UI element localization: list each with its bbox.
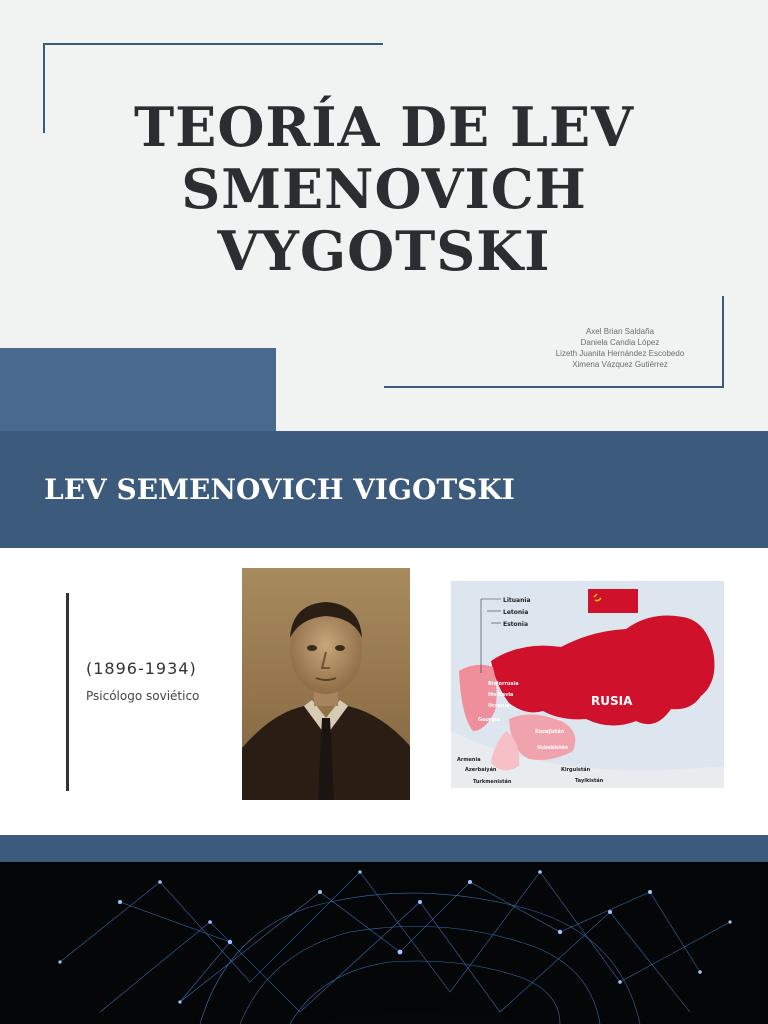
author-name: Axel Brian Saldaña [585, 327, 655, 336]
frame-corner-bottom-right [384, 386, 724, 388]
slide-heading: LEV SEMENOVICH VIGOTSKI [44, 473, 515, 506]
title-slide [0, 0, 768, 431]
accent-vertical-line [66, 593, 69, 791]
presentation-title [100, 96, 668, 282]
brain-network-image [0, 862, 768, 1024]
author-list [520, 326, 720, 370]
label-lituania: Lituania [503, 597, 531, 604]
slide-header-band [0, 431, 768, 548]
label-turkmenistan: Turkmenistán [473, 779, 512, 785]
life-years: (1896-1934) [86, 659, 197, 678]
label-letonia: Letonia [503, 609, 529, 616]
label-bielorrusia: Bielorrusia [488, 681, 519, 687]
label-tayikistan: Tayikistán [575, 778, 604, 784]
slide-header-band-3 [0, 835, 768, 862]
author-name: Ximena Vázquez Gutiérrez [572, 360, 668, 369]
map-illustration [451, 581, 724, 788]
label-ucrania: Ucrania [488, 703, 510, 709]
label-uzbekistan: Uzbekistán [537, 745, 569, 751]
title-line-3: VYGOTSKI [217, 219, 551, 283]
frame-corner-bottom-right-vertical [722, 296, 724, 388]
portrait-illustration [242, 568, 410, 800]
soviet-union-map [451, 581, 724, 788]
label-kazajistan: Kazajistán [535, 729, 565, 735]
label-armenia: Armenia [457, 757, 481, 763]
frame-corner-top-left [43, 43, 383, 45]
author-name: Daniela Candia López [580, 338, 660, 347]
author-name: Lizeth Juanita Hernández Escobedo [555, 349, 685, 358]
label-moldavia: Moldavia [488, 692, 514, 698]
decorative-blue-block [0, 348, 276, 431]
biography-slide [0, 431, 768, 835]
profession-label: Psicólogo soviético [86, 689, 200, 703]
label-azerbaiyan: Azerbaiyán [465, 767, 497, 773]
vygotsky-portrait-photo [242, 568, 410, 800]
brain-illustration [0, 862, 768, 1024]
label-estonia: Estonia [503, 621, 529, 628]
frame-corner-top-left-vertical [43, 43, 45, 133]
title-line-1: TEORÍA DE LEV [133, 95, 635, 159]
label-kirguistan: Kirguistán [561, 767, 591, 773]
label-georgia: Georgia [478, 717, 501, 723]
title-line-2: SMENOVICH [181, 157, 587, 221]
label-russia: RUSIA [591, 694, 633, 708]
